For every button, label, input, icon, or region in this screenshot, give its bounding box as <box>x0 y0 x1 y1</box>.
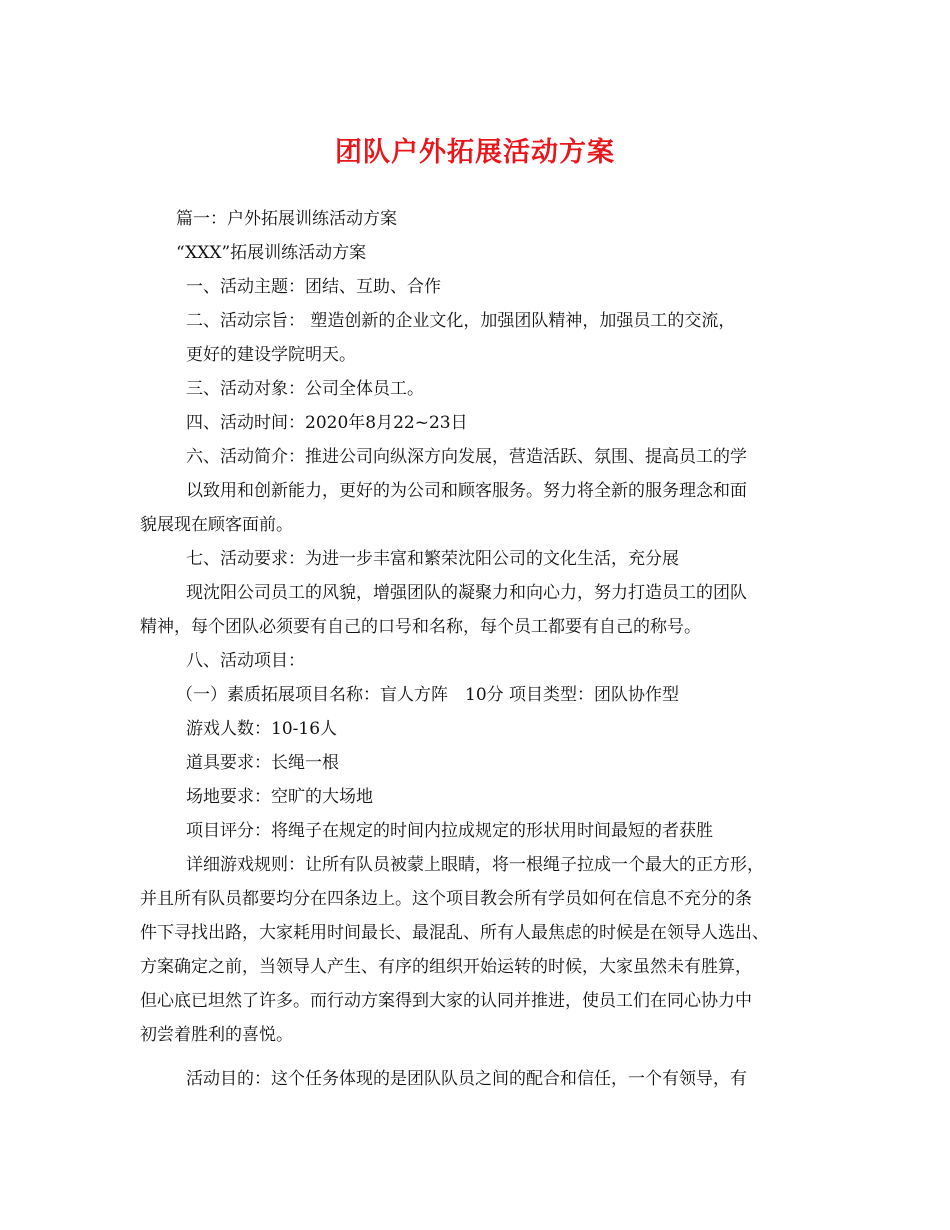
text-line: 活动目的：这个任务体现的是团队队员之间的配合和信任，一个有领导，有 <box>186 1069 747 1089</box>
section-heading: 篇一：户外拓展训练活动方案 <box>176 209 397 229</box>
text-line: 详细游戏规则：让所有队员被蒙上眼睛，将一根绳子拉成一个最大的正方形， <box>186 855 764 875</box>
text-line: 件下寻找出路，大家耗用时间最长、最混乱、所有人最焦虑的时候是在领导人选出、 <box>140 923 769 943</box>
subtitle-line: “XXX”拓展训练活动方案 <box>176 243 367 263</box>
text-line: 精神，每个团队必须要有自己的口号和名称，每个员工都要有自己的称号。 <box>140 617 701 637</box>
text-line: 八、活动项目： <box>186 651 305 671</box>
text-line: 道具要求：长绳一根 <box>186 753 339 773</box>
text-line: 一、活动主题：团结、互助、合作 <box>186 277 441 297</box>
text-line: 更好的建设学院明天。 <box>186 345 356 365</box>
text-line: 现沈阳公司员工的风貌，增强团队的凝聚力和向心力，努力打造员工的团队 <box>186 583 747 603</box>
text-line: 二、活动宗旨： 塑造创新的企业文化，加强团队精神，加强员工的交流， <box>186 311 736 331</box>
text-line: 并且所有队员都要均分在四条边上。这个项目教会所有学员如何在信息不充分的条 <box>140 889 752 909</box>
text-line: 以致用和创新能力，更好的为公司和顾客服务。努力将全新的服务理念和面 <box>186 481 747 501</box>
text-line: 六、活动简介：推进公司向纵深方向发展，营造活跃、氛围、提高员工的学 <box>186 447 747 467</box>
text-line: 游戏人数：10-16人 <box>186 719 338 739</box>
text-line: 七、活动要求：为进一步丰富和繁荣沈阳公司的文化生活，充分展 <box>186 549 679 569</box>
text-line: 貌展现在顾客面前。 <box>140 515 293 535</box>
text-line: 项目评分：将绳子在规定的时间内拉成规定的形状用时间最短的者获胜 <box>186 821 713 841</box>
text-line: 初尝着胜利的喜悦。 <box>140 1025 293 1045</box>
document-title: 团队户外拓展活动方案 <box>335 137 615 168</box>
text-line: 场地要求：空旷的大场地 <box>186 787 373 807</box>
text-line: 但心底已坦然了许多。而行动方案得到大家的认同并推进，使员工们在同心协力中 <box>140 991 752 1011</box>
text-line: （一）素质拓展项目名称：盲人方阵 10分 项目类型：团队协作型 <box>176 685 680 705</box>
text-line: 四、活动时间：2020年8月22~23日 <box>186 413 468 433</box>
text-line: 三、活动对象：公司全体员工。 <box>186 379 424 399</box>
text-line: 方案确定之前，当领导人产生、有序的组织开始运转的时候，大家虽然未有胜算， <box>140 957 752 977</box>
